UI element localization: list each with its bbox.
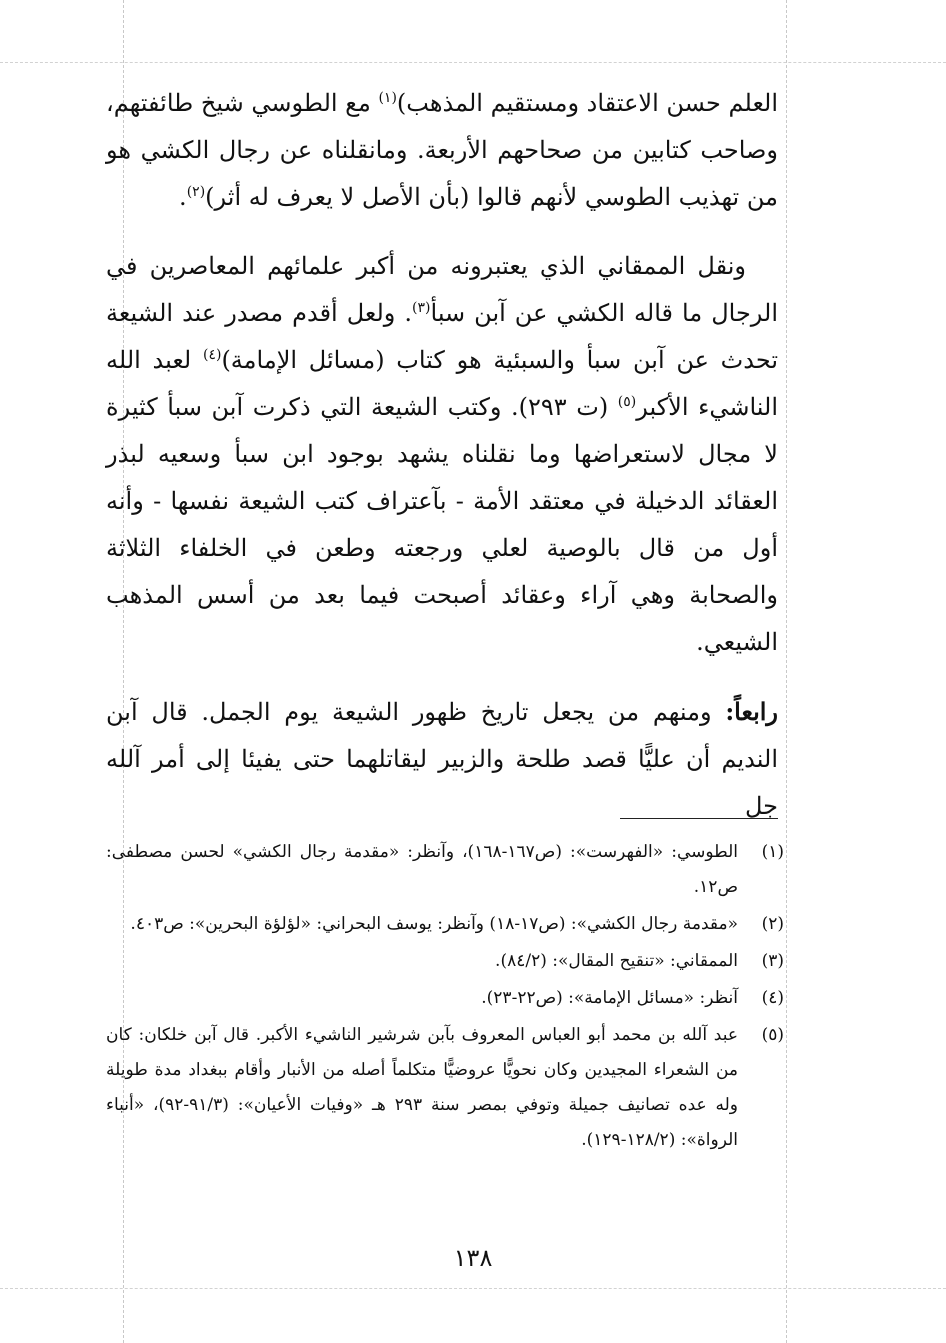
footnote-text: عبد آلله بن محمد أبو العباس المعروف بآبن شرشير الناشيء الأكبر. قال آبن خلكان: كان من الشعراء المجيدين وكان نحويًّا عروضيًّا متكلماً أصله من الأنبار وأقام ببغداد مدة طويلة وله عده تصانيف جميلة وتوفي بمصر سنة ٢٩٣ هـ «وفيات الأعيان»: (٩١/٣-٩٢)، «أنباء الرواة»: (١٢٨/٢-١٢٩). xyxy=(106,1025,738,1150)
footnote-number: (١) xyxy=(761,842,784,862)
footnotes xyxy=(106,835,784,1160)
footnote-number: (٥) xyxy=(761,1025,784,1045)
paragraph-3: رابعاً: ومنهم من يجعل تاريخ ظهور الشيعة يوم الجمل. قال آبن النديم أن عليًّا قصد طلحة والزبير ليقاتلهما حتى يفيئا إلى أمر آلله جل xyxy=(106,697,778,820)
footnote-item xyxy=(106,835,784,905)
footnote-ref-2: (٢) xyxy=(186,184,206,200)
footnote-text: آنظر: «مسائل الإمامة»: (ص٢٢-٢٣). xyxy=(481,988,738,1008)
footnote-item xyxy=(106,944,784,979)
footnote-ref-3: (٣) xyxy=(412,300,431,316)
footnote-divider xyxy=(620,818,778,819)
footnote-text: الطوسي: «الفهرست»: (ص١٦٧-١٦٨)، وآنظر: «مقدمة رجال الكشي» لحسن مصطفى: ص١٢. xyxy=(106,842,738,897)
footnote-number: (٢) xyxy=(761,914,784,934)
footnote-item xyxy=(106,981,784,1016)
footnote-ref-1: (١) xyxy=(378,90,397,106)
paragraph-1: العلم حسن الاعتقاد ومستقيم المذهب)$^{(١)}$ مع الطوسي شيخ طائفتهم، وصاحب كتابين من صحاحهم الأربعة. ومانقلناه عن رجال الكشي هو من تهذيب الطوسي لأنهم قالوا (بأن الأصل لا يعرف له أثر)$^{(٢)}$. xyxy=(106,89,778,211)
footnote-number: (٣) xyxy=(761,951,784,971)
main-text xyxy=(106,80,778,852)
scan-guide-bottom xyxy=(0,1288,946,1289)
section-lead: رابعاً: xyxy=(725,697,778,726)
footnote-item xyxy=(106,907,784,942)
scan-guide-top xyxy=(0,62,946,63)
paragraph-2: ونقل الممقاني الذي يعتبرونه من أكبر علمائهم المعاصرين في الرجال ما قاله الكشي عن آبن سبأ$^{(٣)}$. ولعل أقدم مصدر عند الشيعة تحدث عن آبن سبأ والسبئية هو كتاب (مسائل الإمامة)$^{(٤)}$ لعبد الله الناشيء الأكبر$^{(٥)}$ (ت ٢٩٣). وكتب الشيعة التي ذكرت آبن سبأ كثيرة لا مجال لاستعراضها وما نقلناه يشهد بوجود ابن سبأ وسعيه لبذر العقائد الدخيلة في معتقد الأمة - بآعتراف كتب الشيعة نفسها - وأنه أول من قال بالوصية لعلي ورجعته وطعن في الخلفاء الثلاثة والصحابة وهي آراء وعقائد أصبحت فيما بعد من أسس المذهب الشيعي. xyxy=(106,252,779,656)
footnote-ref-4: (٤) xyxy=(202,347,222,363)
footnote-ref-5: (٥) xyxy=(617,394,637,410)
scan-guide-right xyxy=(786,0,787,1343)
footnote-item xyxy=(106,1018,784,1158)
footnote-number: (٤) xyxy=(761,988,784,1008)
footnote-text: الممقاني: «تنقيح المقال»: (٨٤/٢). xyxy=(495,951,738,971)
footnote-text: «مقدمة رجال الكشي»: (ص١٧-١٨) وآنظر: يوسف البحراني: «لؤلؤة البحرين»: ص٤٠٣. xyxy=(130,914,738,934)
page-number: ١٣٨ xyxy=(453,1244,493,1272)
